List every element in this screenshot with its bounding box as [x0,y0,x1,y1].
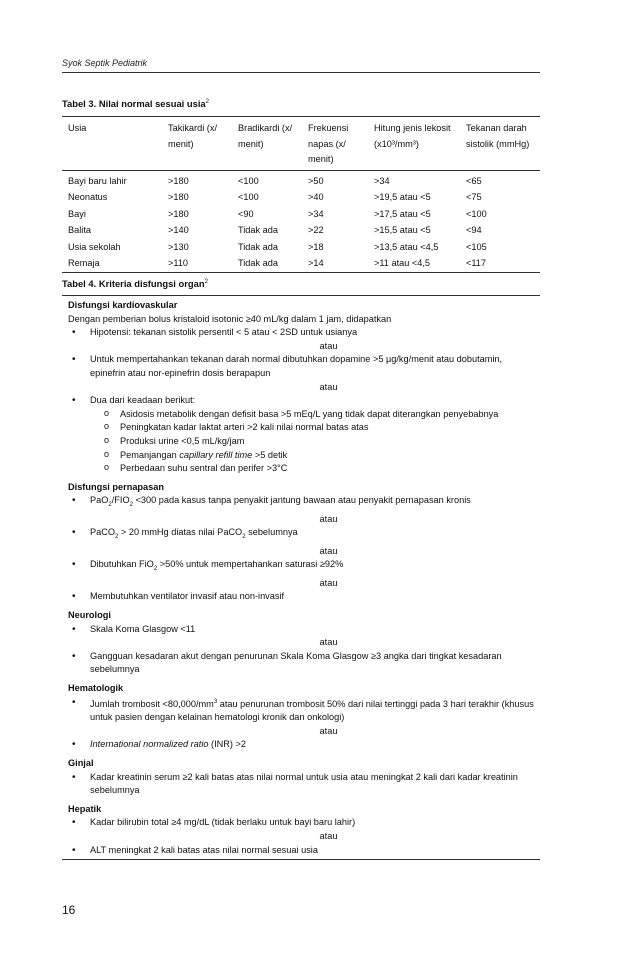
table-cell: >15,5 atau <5 [374,225,431,235]
table-cell: Usia sekolah [68,241,121,252]
table-cell: Tidak ada [238,241,279,252]
text-part: atau penurunan trombosit 50% dari nilai tertinggi pada 3 hari terakhir (khusus untuk pasien dengan kelainan hematologi kronik dan onkologi) [90,698,534,723]
subscript: 2 [129,502,133,509]
table-cell: >34 [374,175,390,186]
subscript: 2 [153,566,158,573]
list-item: • Gangguan kesadaran akut dengan penurunan Skala Koma Glasgow ≥3 angka dari tingkat kesadaran sebelumnya [62,650,540,677]
table-cell: >40 [308,192,324,202]
table3-header-row [62,117,540,171]
table-cell: >18 [308,241,324,252]
atau-separator: atau [319,637,338,648]
list-item [62,558,540,576]
section-title-respiratory: Disfungsi pernapasan [68,481,164,492]
table4 [62,295,540,860]
atau-separator: atau [319,513,338,524]
table-cell: >50 [308,175,324,186]
list-item: • Kadar kreatinin serum ≥2 kali batas atas nilai normal untuk usia atau meningkat 2 kali dari kadar kreatinin sebelumnya [62,771,540,798]
atau-separator: atau [319,545,338,556]
table-cell: >34 [308,208,324,219]
table-row [62,170,540,189]
table-row [62,189,540,206]
text-italic: International normalized ratio [90,739,209,750]
subscript: 2 [108,502,112,509]
text-part: PaO [90,495,109,506]
section-title-neurologi: Neurologi [68,609,111,620]
table3-caption [62,98,209,109]
table-cell: Bayi [68,208,86,219]
text-part: Jumlah trombosit <80,000/mm [90,698,214,709]
list-item: • Untuk mempertahankan tekanan darah normal dibutuhkan dopamine >5 µg/kg/menit atau dobutamin, epinefrin atau nor-epinefrin dosis berapapun [62,353,540,380]
table-cell: >130 [168,241,189,252]
table-cell: <100 [238,175,259,186]
header-rule [62,72,540,73]
table-cell: Balita [68,225,91,235]
table-row [62,255,540,272]
sub-list-item: o Peningkatan kadar laktat arteri >2 kali nilai normal batas atas [62,421,540,435]
text-part: Dibutuhkan FiO [90,559,154,570]
section-title-hepatik: Hepatik [68,803,102,814]
section-title-hematologik: Hematologik [68,682,124,693]
table-row [62,206,540,223]
text-part: >50% untuk mempertahankan saturasi ≥92% [157,559,344,570]
list-item: • Hipotensi: tekanan sistolik persentil < 5 atau < 2SD untuk usianya [62,326,540,340]
list-item: • Skala Koma Glasgow <11 [62,623,540,637]
text-part: <300 pada kasus tanpa penyakit jantung bawaan atau penyakit pernapasan kronis [132,495,471,506]
list-item: • Membutuhkan ventilator invasif atau non-invasif [62,590,540,604]
cardio-intro: Dengan pemberian bolus kristaloid isotonic ≥40 mL/kg dalam 1 jam, didapatkan [68,313,392,324]
table-cell: >110 [168,258,189,268]
section-title-cardiovascular: Disfungsi kardiovaskular [68,300,178,310]
table-cell: Neonatus [68,192,108,202]
atau-separator: atau [319,340,338,351]
sub-list-item: o Asidosis metabolik dengan defisit basa >5 mEq/L yang tidak dapat diterangkan penyebabnya [62,408,540,422]
table-cell: >180 [168,192,189,202]
sub-list-item: o Perbedaan suhu sentral dan perifer >3°C [62,462,540,476]
text-part: > 20 mmHg diatas nilai PaCO [118,527,243,538]
text-part: Pemanjangan [120,449,180,460]
list-item: • ALT meningkat 2 kali batas atas nilai normal sesuai usia [62,844,540,858]
table3-header: Bradikardi (x/ menit) [238,123,293,149]
list-item [62,494,540,512]
sub-list-item: o Produksi urine <0,5 mL/kg/jam [62,435,540,449]
table3-caption-text: Tabel 3. Nilai normal sesuai usia [62,98,206,109]
table-cell: >17,5 atau <5 [374,208,431,219]
table-cell: <105 [466,241,487,252]
superscript: 3 [213,698,218,705]
table-cell: <94 [466,225,482,235]
atau-separator: atau [319,381,338,392]
subscript: 2 [115,534,119,541]
table3 [62,116,540,273]
table3-header: Hitung jenis lekosit (x10³/mm³) [374,123,451,149]
table-cell: >180 [168,175,189,186]
table-cell: >11 atau <4,5 [374,258,431,268]
table-cell: <65 [466,175,482,186]
list-item [62,738,540,752]
table-cell: <100 [466,208,487,219]
section-title-ginjal: Ginjal [68,757,94,768]
table-cell: <75 [466,192,482,202]
text-part: (INR) >2 [208,739,247,750]
page-number: 16 [62,903,76,917]
table-cell: Tidak ada [238,258,279,268]
list-item: • Dua dari keadaan berikut: [62,394,540,408]
atau-separator: atau [319,577,338,588]
table-cell: >22 [308,225,324,235]
table-cell: >140 [168,225,189,235]
table3-header: Usia [68,123,87,133]
atau-separator: atau [319,725,338,736]
table-cell: >19,5 atau <5 [374,192,431,202]
table-cell: Remaja [68,258,100,268]
list-item: • Kadar bilirubin total ≥4 mg/dL (tidak berlaku untuk bayi baru lahir) [62,816,540,830]
table-row [62,239,540,256]
text-part: /FIO [111,495,130,506]
table3-caption-ref: 2 [205,98,209,105]
table-cell: <90 [238,208,254,219]
text-part: PaCO [90,527,116,538]
table4-caption-ref: 2 [204,278,208,285]
table-cell: Bayi baru lahir [68,175,127,186]
table-cell: <100 [238,192,259,202]
sub-list-item [62,449,540,463]
text-part: sebelumnya [245,527,298,538]
table3-header: Frekuensi napas (x/ menit) [308,123,349,164]
subscript: 2 [242,534,246,541]
table3-header: Tekanan darah sistolik (mmHg) [466,123,530,149]
table4-caption [62,278,208,289]
table-cell: >14 [308,258,324,268]
text-part: >5 detik [252,449,288,460]
list-item [62,696,540,725]
running-header: Syok Septik Pediatrik [62,58,148,68]
table-cell: Tidak ada [238,225,279,235]
table3-header: Takikardi (x/ menit) [168,123,218,149]
list-item [62,526,540,544]
atau-separator: atau [319,830,338,841]
table-row [62,222,540,239]
text-italic: capillary refill time [179,449,253,460]
table-cell: >180 [168,208,189,219]
table4-caption-text: Tabel 4. Kriteria disfungsi organ [62,278,205,289]
table-cell: >13,5 atau <4,5 [374,241,439,252]
table-cell: <117 [466,258,487,268]
